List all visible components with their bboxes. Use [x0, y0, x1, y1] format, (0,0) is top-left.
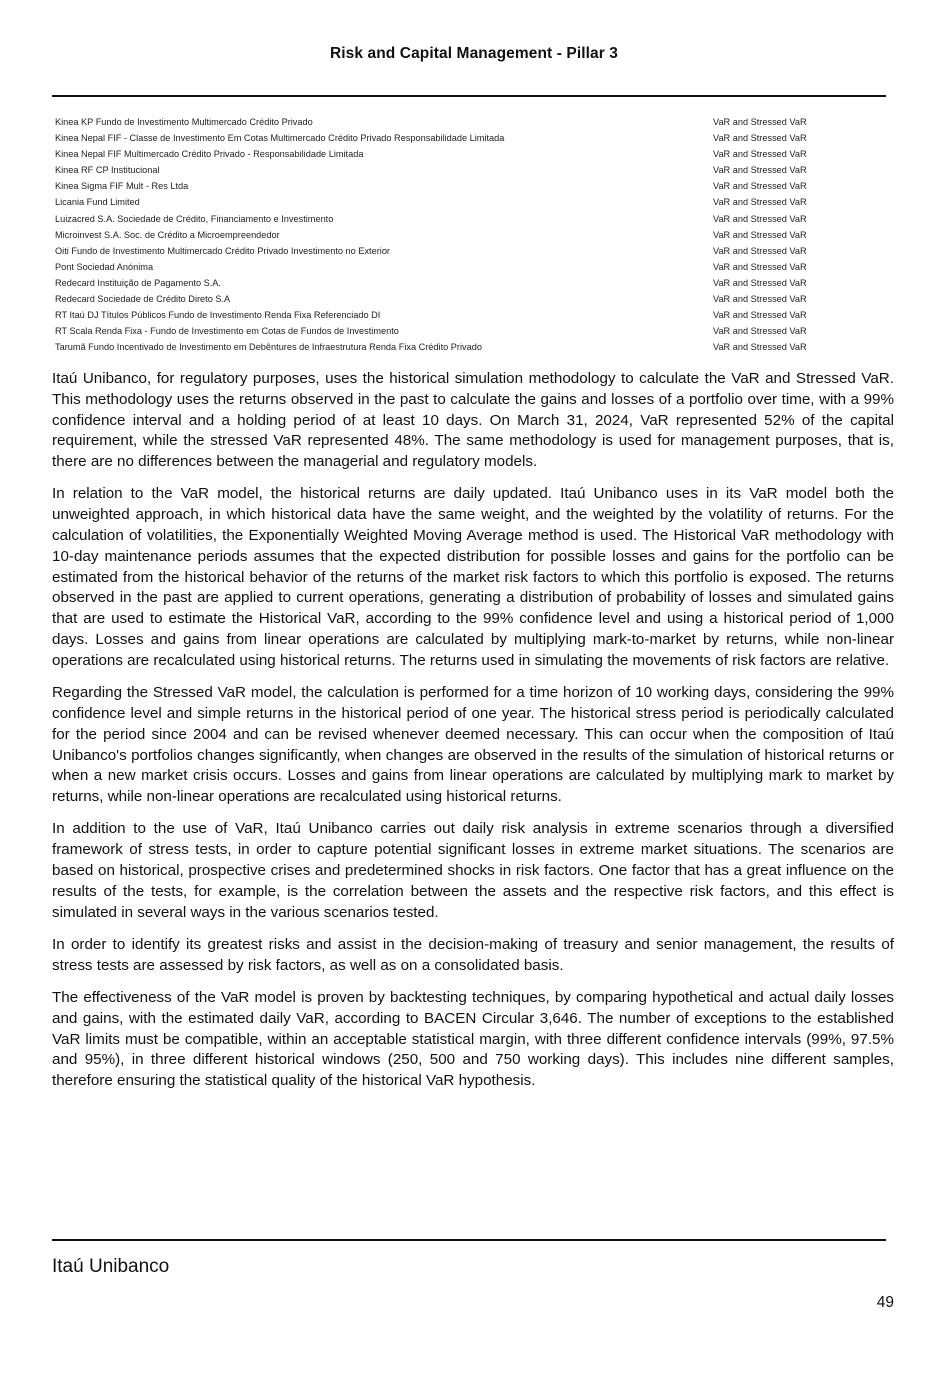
entity-method: VaR and Stressed VaR	[713, 326, 807, 337]
entity-name: Oiti Fundo de Investimento Multimercado Crédito Privado Investimento no Exterior	[55, 245, 390, 256]
entity-method: VaR and Stressed VaR	[713, 342, 807, 353]
entity-method: VaR and Stressed VaR	[713, 165, 807, 176]
entity-method: VaR and Stressed VaR	[713, 181, 807, 192]
paragraph-var-model: In relation to the VaR model, the historical returns are daily updated. Itaú Unibanco uses in its VaR model both the unweighted approach, in which historical data have the same weight, and the weighted by the volatility of returns. For the calculation of volatilities, the Exponentially Weighted Moving Average method is used. The Historical VaR methodology with 10-day maintenance periods assumes that the expected distribution for possible losses and gains for the portfolio can be estimated from the historical behavior of the returns of the market risk factors to which this portfolio is exposed. The returns observed in the past are applied to current operations, generating a distribution of probability of losses and simulated gains that are used to estimate the Historical VaR, according to the 99% confidence level and using a historical period of 1,000 days. Losses and gains from linear operations are calculated by multiplying mark-to-market by returns, while non-linear operations are recalculated using historical returns. The returns used in simulating the movements of risk factors are relative.	[52, 485, 894, 669]
entity-name: RT Itaú DJ Títulos Públicos Fundo de Investimento Renda Fixa Referenciado DI	[55, 310, 381, 321]
entity-name: Redecard Sociedade de Crédito Direto S.A	[55, 294, 231, 305]
table-row	[55, 227, 835, 243]
table-row	[55, 339, 835, 355]
table-row	[55, 114, 835, 130]
entity-name: Kinea Sigma FIF Mult - Res Ltda	[55, 181, 189, 192]
table-row	[55, 162, 835, 178]
page-title: Risk and Capital Management - Pillar 3	[329, 45, 619, 62]
body-text	[52, 369, 894, 1104]
entity-name: Licania Fund Limited	[55, 197, 140, 208]
table-row	[55, 211, 835, 227]
page-number: 49	[876, 1294, 894, 1311]
table-row	[55, 130, 835, 146]
entity-method: VaR and Stressed VaR	[713, 294, 807, 305]
entity-name: Kinea Nepal FIF Multimercado Crédito Privado - Responsabilidade Limitada	[55, 149, 364, 160]
entity-method: VaR and Stressed VaR	[713, 213, 807, 224]
entity-name: Redecard Instituição de Pagamento S.A.	[55, 277, 221, 288]
entity-method: VaR and Stressed VaR	[713, 261, 807, 272]
footer-brand: Itaú Unibanco	[52, 1256, 170, 1277]
table-row	[55, 259, 835, 275]
table-row	[55, 243, 835, 259]
paragraph-stressed-var-model: Regarding the Stressed VaR model, the calculation is performed for a time horizon of 10 working days, considering the 99% confidence level and simple returns in the historical period of one year. The historical stress period is periodically calculated for the period since 2004 and can be revised whenever deemed necessary. This can occur when the composition of Itaú Unibanco's portfolios changes significantly, when changes are observed in the results of the simulation of historical returns or when a new market crisis occurs. Losses and gains from linear operations are calculated by multiplying mark to market by returns, while non-linear operations are recalculated using historical returns.	[52, 684, 894, 806]
entity-methodology-table	[55, 114, 835, 355]
table-row	[55, 307, 835, 323]
header-divider	[52, 95, 886, 97]
entity-method: VaR and Stressed VaR	[713, 245, 807, 256]
entity-method: VaR and Stressed VaR	[713, 149, 807, 160]
entity-method: VaR and Stressed VaR	[713, 197, 807, 208]
entity-name: Kinea RF CP Institucional	[55, 165, 160, 176]
entity-method: VaR and Stressed VaR	[713, 117, 807, 127]
paragraph-backtesting: The effectiveness of the VaR model is proven by backtesting techniques, by comparing hypothetical and actual daily losses and gains, with the estimated daily VaR, according to BACEN Circular 3,646. The number of exceptions to the established VaR limits must be compatible, within an acceptable statistical margin, with three different confidence intervals (99%, 97.5% and 95%), in three different historical windows (250, 500 and 750 working days). This includes nine different samples, therefore ensuring the statistical quality of the historical VaR hypothesis.	[52, 989, 894, 1090]
table-row	[55, 178, 835, 194]
paragraph-var-methodology: Itaú Unibanco, for regulatory purposes, uses the historical simulation methodology to calculate the VaR and Stressed VaR. This methodology uses the returns observed in the past to calculate the gains and losses of a portfolio over time, with a 99% confidence interval and a holding period of at least 10 days. On March 31, 2024, VaR represented 52% of the capital requirement, while the stressed VaR represented 48%. The same methodology is used for management purposes, that is, there are no differences between the managerial and regulatory models.	[52, 370, 894, 471]
entity-method: VaR and Stressed VaR	[713, 277, 807, 288]
table-row	[55, 275, 835, 291]
paragraph-stress-tests: In addition to the use of VaR, Itaú Unibanco carries out daily risk analysis in extreme scenarios through a diversified framework of stress tests, in order to capture potential significant losses in extreme market situations. The scenarios are based on historical, prospective crises and predetermined shocks in risk factors. One factor that has a great influence on the results of the tests, for example, is the correlation between the assets and the respective risk factors, and this effect is simulated in several ways in the various scenarios tested.	[52, 820, 894, 921]
entity-name: RT Scala Renda Fixa - Fundo de Investimento em Cotas de Fundos de Investimento	[55, 326, 399, 337]
entity-method: VaR and Stressed VaR	[713, 229, 807, 240]
entity-name: Kinea Nepal FIF - Classe de Investimento Em Cotas Multimercado Crédito Privado Responsabilidade Limitada	[55, 133, 505, 144]
entity-name: Tarumã Fundo Incentivado de Investimento em Debêntures de Infraestrutura Renda Fixa Crédito Privado	[55, 342, 482, 353]
table-row	[55, 291, 835, 307]
table-row	[55, 146, 835, 162]
entity-method: VaR and Stressed VaR	[713, 133, 807, 144]
footer-divider	[52, 1239, 886, 1241]
entity-name: Pont Sociedad Anónima	[55, 261, 154, 272]
entity-name: Kinea KP Fundo de Investimento Multimercado Crédito Privado	[55, 117, 313, 127]
paragraph-risk-identification: In order to identify its greatest risks and assist in the decision-making of treasury and senior management, the results of stress tests are assessed by risk factors, as well as on a consolidated basis.	[52, 935, 894, 974]
entity-method: VaR and Stressed VaR	[713, 310, 807, 321]
table-row	[55, 323, 835, 339]
entity-name: Microinvest S.A. Soc. de Crédito a Microempreendedor	[55, 229, 280, 240]
entity-name: Luizacred S.A. Sociedade de Crédito, Financiamento e Investimento	[55, 213, 334, 224]
table-row	[55, 194, 835, 210]
